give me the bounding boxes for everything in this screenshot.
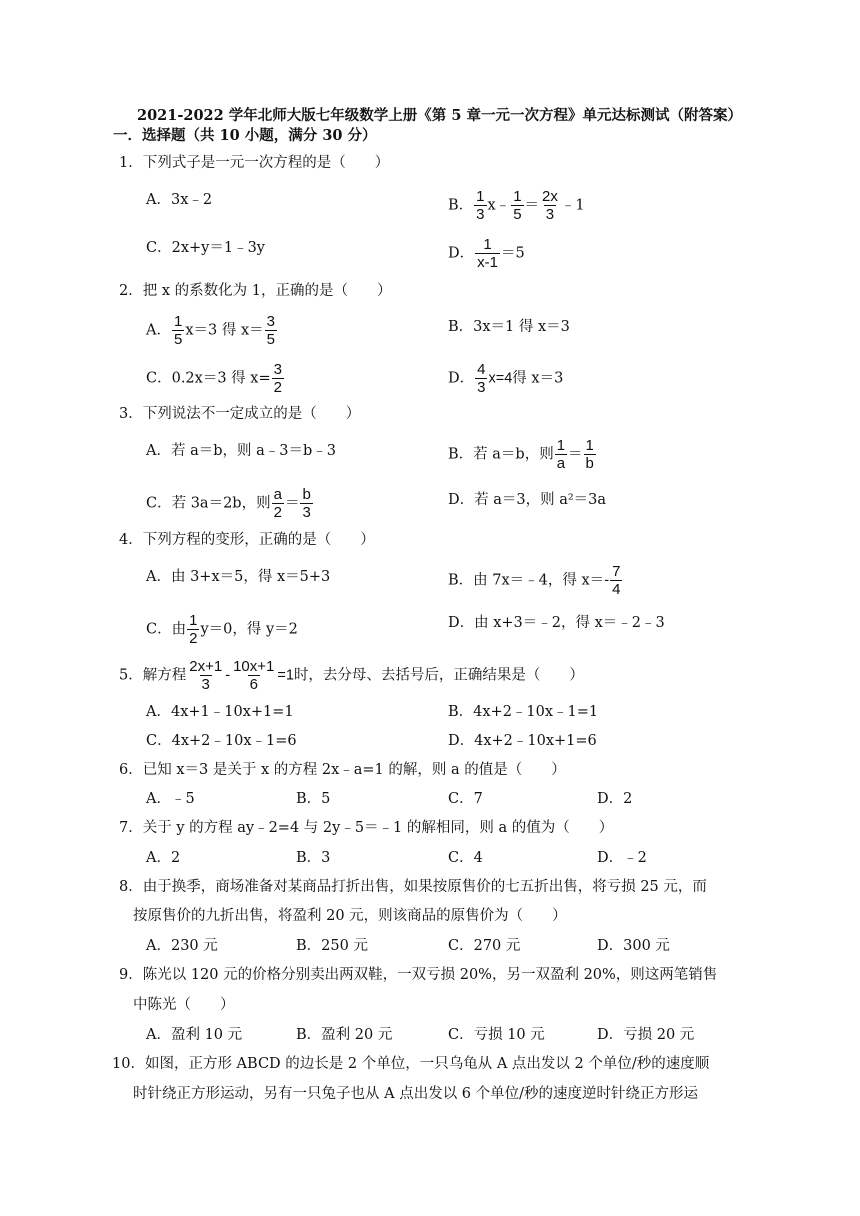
expression-text: C．0.2x＝3 得 <box>146 370 251 387</box>
question-9-option-b: B．盈利 20 元 <box>296 1027 393 1043</box>
question-8-line-2: 按原售价的九折出售，将盈利 20 元，则该商品的原售价为（ ） <box>133 908 567 924</box>
question-6-stem: 6．已知 x＝3 是关于 x 的方程 2x﹣a=1 的解，则 a 的值是（ ） <box>119 762 566 778</box>
question-2-option-d <box>448 361 563 396</box>
equals-sign: ＝ <box>284 495 300 512</box>
option-letter: D． <box>448 370 475 387</box>
expression-text: x﹣ <box>487 197 511 214</box>
question-1-option-b <box>448 188 585 223</box>
question-9-line-1: 9．陈光以 120 元的价格分别卖出两双鞋，一双亏损 20%，另一双盈利 20%，则这两笔销售 <box>119 967 718 983</box>
fraction <box>172 313 184 348</box>
fraction <box>475 236 500 271</box>
expression-text: x＝3 得 x＝ <box>185 322 264 339</box>
expression-text: x=4 <box>488 370 513 387</box>
denominator: 4 <box>612 581 621 598</box>
numerator: 4 <box>477 361 486 378</box>
fraction <box>511 188 523 223</box>
question-4-option-b <box>448 563 623 598</box>
denominator: 3 <box>476 206 485 223</box>
fraction <box>584 437 596 472</box>
numerator: 10x+1 <box>233 658 275 675</box>
numerator: 1 <box>476 188 485 205</box>
denominator: a <box>556 455 566 472</box>
expression-text: ＝5 <box>500 245 525 262</box>
fraction <box>300 486 312 521</box>
numerator: 1 <box>483 236 492 253</box>
fraction <box>474 188 486 223</box>
question-6-option-b: B．5 <box>296 791 331 807</box>
question-9-option-a: A．盈利 10 元 <box>146 1027 243 1043</box>
question-7-option-d: D．﹣2 <box>597 850 647 866</box>
denominator: 2 <box>273 379 282 396</box>
question-3-option-a: A．若 a＝b，则 a﹣3＝b﹣3 <box>146 443 336 459</box>
numerator: 1 <box>513 188 522 205</box>
option-letter: A． <box>146 322 171 339</box>
question-7-option-b: B．3 <box>296 850 331 866</box>
expression-text: C．由 <box>146 621 187 638</box>
numerator: 1 <box>173 313 183 330</box>
numerator: 2x+1 <box>189 658 223 675</box>
question-9-option-c: C．亏损 10 元 <box>448 1027 545 1043</box>
question-5-option-b: B．4x+2﹣10x﹣1=1 <box>448 704 599 720</box>
question-1-option-a: A．3x﹣2 <box>146 192 213 208</box>
equals-sign: ＝ <box>568 446 583 463</box>
fraction <box>610 563 622 598</box>
question-1-option-d <box>448 236 525 271</box>
question-3-option-c <box>146 486 314 521</box>
denominator: 2 <box>273 504 282 521</box>
question-8-option-d: D．300 元 <box>597 938 670 954</box>
question-2-option-a <box>146 313 278 348</box>
fraction <box>187 658 224 693</box>
numerator: b <box>302 486 311 503</box>
question-4-option-d: D．由 x+3＝﹣2，得 x＝﹣2﹣3 <box>448 615 665 631</box>
question-2-stem: 2．把 x 的系数化为 1，正确的是（ ） <box>119 283 392 299</box>
question-10-line-2: 时针绕正方形运动，另有一只兔子也从 A 点出发以 6 个单位/秒的速度逆时针绕正方形运 <box>133 1086 699 1102</box>
denominator: b <box>585 455 594 472</box>
equals-sign: ＝ <box>524 197 540 214</box>
question-9-line-2: 中陈光（ ） <box>133 997 235 1013</box>
fraction <box>555 437 567 472</box>
denominator: 3 <box>545 206 555 223</box>
denominator: 6 <box>249 676 258 693</box>
question-5-option-d: D．4x+2﹣10x+1=6 <box>448 733 597 749</box>
numerator: 1 <box>556 437 566 454</box>
question-7-option-a: A．2 <box>146 850 181 866</box>
numerator: 1 <box>189 612 198 629</box>
minus-sign: - <box>604 572 610 589</box>
expression-text: x= <box>250 370 271 387</box>
denominator: 3 <box>302 504 311 521</box>
fraction <box>475 361 487 396</box>
question-8-option-a: A．230 元 <box>146 938 218 954</box>
fraction <box>187 612 199 647</box>
question-4-stem: 4．下列方程的变形，正确的是（ ） <box>119 532 375 548</box>
document-title: 2021-2022 学年北师大版七年级数学上册《第 5 章一元一次方程》单元达标测试（附答案） <box>137 107 742 124</box>
question-8-option-b: B．250 元 <box>296 938 368 954</box>
fraction <box>540 188 560 223</box>
numerator: 2x <box>542 188 558 205</box>
question-10-line-1: 10．如图，正方形 ABCD 的边长是 2 个单位，一只乌龟从 A 点出发以 2 个单位/秒的速度顺 <box>112 1056 710 1072</box>
question-3-option-d: D．若 a＝3，则 a²＝3a <box>448 492 607 508</box>
question-4-option-c <box>146 612 298 647</box>
expression-text: 时，去分母、去括号后，正确结果是（ ） <box>293 667 584 684</box>
question-5-stem <box>119 658 584 693</box>
expression-text: 5．解方程 <box>119 667 187 684</box>
question-5-option-c: C．4x+2﹣10x﹣1=6 <box>146 733 297 749</box>
option-letter: B． <box>448 197 474 214</box>
question-3-stem: 3．下列说法不一定成立的是（ ） <box>119 406 361 422</box>
denominator: 5 <box>513 206 522 223</box>
expression-text: B．若 a＝b，则 <box>448 446 554 463</box>
question-2-option-b: B．3x＝1 得 x＝3 <box>448 319 570 335</box>
denominator: 3 <box>201 676 210 693</box>
question-1-option-c: C．2x+y＝1﹣3y <box>146 240 265 256</box>
numerator: 3 <box>266 313 275 330</box>
question-3-option-b <box>448 437 597 472</box>
denominator: 5 <box>266 331 275 348</box>
question-8-line-1: 8．由于换季，商场准备对某商品打折出售，如果按原售价的七五折出售，将亏损 25 元，而 <box>119 879 707 895</box>
denominator: 2 <box>189 630 198 647</box>
question-9-option-d: D．亏损 20 元 <box>597 1027 695 1043</box>
numerator: a <box>273 486 282 503</box>
section-heading: 一．选择题（共 10 小题，满分 30 分） <box>113 127 377 144</box>
fraction <box>272 486 284 521</box>
question-8-option-c: C．270 元 <box>448 938 521 954</box>
question-6-option-d: D．2 <box>597 791 633 807</box>
denominator: x-1 <box>477 254 498 271</box>
question-5-option-a: A．4x+1﹣10x+1=1 <box>146 704 294 720</box>
denominator: 3 <box>477 379 486 396</box>
question-7-option-c: C．4 <box>448 850 483 866</box>
question-2-option-c <box>146 361 285 396</box>
expression-text: C．若 3a＝2b，则 <box>146 495 271 512</box>
numerator: 7 <box>612 563 621 580</box>
fraction <box>265 313 277 348</box>
expression-text: =1 <box>277 667 294 684</box>
question-1-stem: 1．下列式子是一元一次方程的是（ ） <box>119 155 390 171</box>
numerator: 3 <box>273 361 282 378</box>
expression-text: y＝0，得 y＝2 <box>200 621 298 638</box>
expression-text: B．由 7x＝﹣4，得 x＝ <box>448 572 605 589</box>
denominator: 5 <box>173 331 183 348</box>
expression-text: 得 x＝3 <box>512 370 564 387</box>
expression-text: ﹣1 <box>560 197 585 214</box>
question-7-stem: 7．关于 y 的方程 ay﹣2=4 与 2y﹣5＝﹣1 的解相同，则 a 的值为（ ） <box>119 820 614 836</box>
fraction <box>231 658 276 693</box>
minus-sign: - <box>225 667 231 684</box>
option-letter: D． <box>448 245 475 262</box>
question-4-option-a: A．由 3+x＝5，得 x＝5+3 <box>146 569 331 585</box>
question-6-option-a: A．﹣5 <box>146 791 195 807</box>
question-6-option-c: C．7 <box>448 791 483 807</box>
fraction <box>272 361 284 396</box>
numerator: 1 <box>585 437 594 454</box>
